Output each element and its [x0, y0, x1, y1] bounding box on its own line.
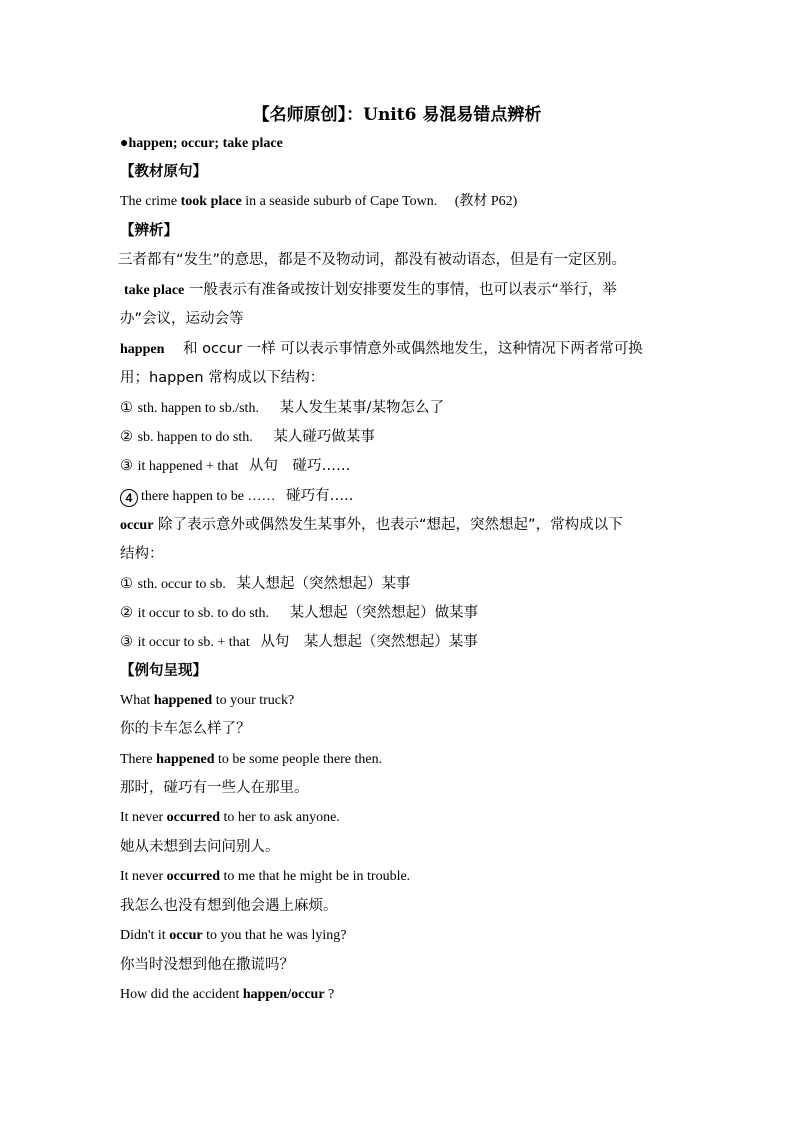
example-sentence	[120, 985, 680, 1005]
example-keyword: happen/occur	[242, 987, 325, 1002]
source-sentence-bold: took place	[180, 194, 242, 209]
occur-explain-line1	[120, 515, 680, 536]
example-sentence	[120, 808, 680, 828]
example-text: It never	[120, 810, 167, 825]
example-text: to your truck?	[212, 693, 295, 708]
term-occur: occur	[120, 518, 154, 533]
structure-english: it occur to sb. + that	[137, 635, 250, 650]
example-translation: 你的卡车怎么样了？	[120, 721, 251, 737]
example-translation: 那时，碰巧有一些人在那里。	[120, 780, 309, 796]
structure-chinese: 某人想起（突然想起）某事	[236, 576, 411, 592]
example-text: to you that he was lying?	[202, 928, 347, 943]
structure-chinese: 某人碰巧做某事	[273, 429, 375, 445]
happen-explain-line1	[120, 339, 680, 360]
example-keyword: occurred	[166, 810, 221, 825]
example-text: to me that he might be in trouble.	[220, 869, 411, 884]
source-sentence	[120, 192, 680, 212]
structure-chinese: 从句 某人想起（突然想起）某事	[260, 634, 478, 650]
happen-structure-3	[120, 456, 680, 477]
occur-structure-3	[120, 632, 680, 653]
example-text: Didn't it	[120, 928, 170, 943]
term-take-place: take place	[124, 283, 185, 298]
term-happen: happen	[120, 342, 165, 357]
example-text: to her to ask anyone.	[220, 810, 340, 825]
example-keyword: occurred	[166, 869, 221, 884]
happen-structure-1	[120, 398, 680, 419]
example-translation: 你当时没想到他在撒谎吗？	[120, 957, 294, 973]
section-heading-analysis: 【辨析】	[120, 223, 178, 239]
structure-english: it happened + that	[137, 459, 239, 474]
section-heading-examples: 【例句呈现】	[120, 663, 207, 679]
example-sentence	[120, 691, 680, 711]
occur-text: 除了表示意外或偶然发生某事外，也表示“想起，突然想起”，常构成以下	[153, 517, 623, 533]
structure-chinese: 从句 碰巧……	[249, 458, 351, 474]
happen-text: 和 occur 一样 可以表示事情意外或偶然地发生，这种情况下两者常可换	[182, 341, 643, 357]
source-reference: (教材 P62)	[454, 194, 518, 209]
section-heading-textbook: 【教材原句】	[120, 164, 207, 180]
item-number: ②	[120, 605, 133, 621]
take-place-explain-line2: 办”会议，运动会等	[120, 311, 244, 327]
item-number: ①	[120, 400, 133, 416]
topic-line	[120, 134, 680, 154]
happen-structure-4	[120, 486, 680, 507]
happen-explain-line2: 用；happen 常构成以下结构：	[120, 370, 325, 386]
example-keyword: happened	[153, 693, 213, 708]
source-sentence-part: in a seaside suburb of Cape Town.	[241, 194, 438, 209]
example-text: ?	[324, 987, 335, 1002]
example-sentence	[120, 867, 680, 887]
structure-chinese: 碰巧有…..	[286, 488, 354, 504]
topic-text: happen; occur; take place	[128, 136, 283, 151]
take-place-explain-line1	[124, 280, 684, 301]
structure-english: sth. happen to sb./sth.	[137, 401, 259, 416]
example-text: to be some people there then.	[214, 752, 383, 767]
example-keyword: occur	[169, 928, 203, 943]
structure-english: there happen to be ……	[141, 489, 276, 504]
item-number: ②	[120, 429, 133, 445]
item-number: 4	[120, 489, 138, 507]
happen-structure-2	[120, 427, 680, 448]
example-translation: 她从未想到去问问别人。	[120, 839, 280, 855]
structure-english: sb. happen to do sth.	[137, 430, 253, 445]
analysis-intro: 三者都有“发生”的意思，都是不及物动词，都没有被动语态，但是有一定区别。	[118, 252, 627, 268]
structure-english: it occur to sb. to do sth.	[137, 606, 270, 621]
structure-english: sth. occur to sb.	[137, 577, 226, 592]
example-sentence	[120, 750, 680, 770]
bullet: ●	[120, 136, 129, 151]
example-text: What	[120, 693, 154, 708]
take-place-text: 一般表示有准备或按计划安排要发生的事情，也可以表示“举行，举	[184, 282, 617, 298]
source-sentence-part: The crime	[120, 194, 181, 209]
example-text: It never	[120, 869, 167, 884]
example-keyword: happened	[156, 752, 215, 767]
structure-chinese: 某人发生某事/某物怎么了	[279, 400, 444, 416]
example-text: How did the accident	[120, 987, 243, 1002]
item-number: ③	[120, 634, 133, 650]
structure-chinese: 某人想起（突然想起）做某事	[289, 605, 479, 621]
example-sentence	[120, 926, 680, 946]
occur-structure-2	[120, 603, 680, 624]
page-title: 【名师原创】：Unit6 易混易错点辨析	[252, 105, 542, 125]
example-translation: 我怎么也没有想到他会遇上麻烦。	[120, 898, 338, 914]
occur-structure-1	[120, 574, 680, 595]
item-number: ①	[120, 576, 133, 592]
example-text: There	[120, 752, 157, 767]
occur-explain-line2: 结构：	[120, 546, 164, 562]
item-number: ③	[120, 458, 133, 474]
